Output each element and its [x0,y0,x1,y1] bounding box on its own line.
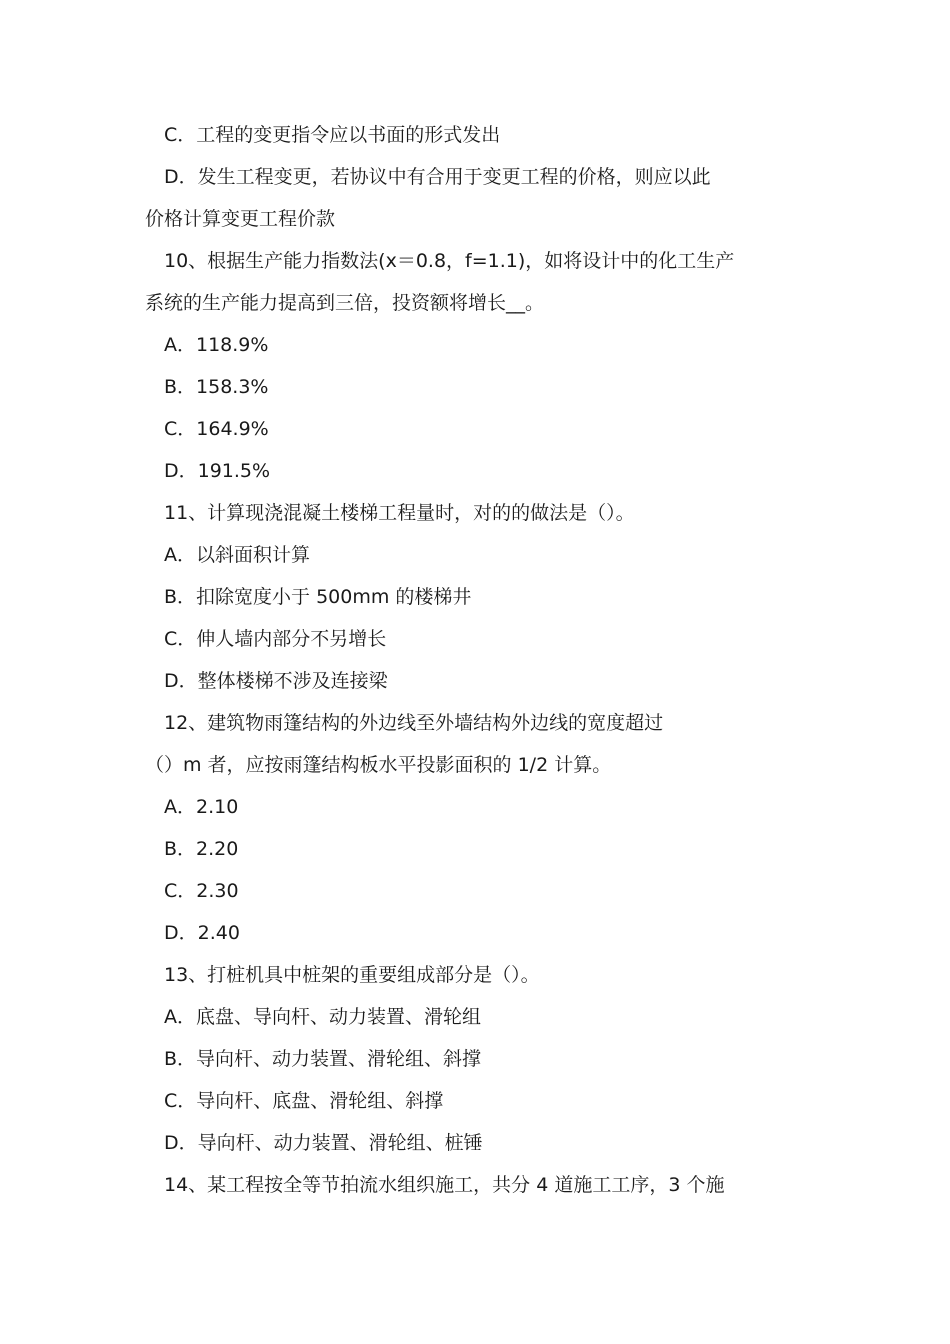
question-13-option-a: A．底盘、导向杆、动力装置、滑轮组 [164,1006,481,1028]
question-13-option-b: B．导向杆、动力装置、滑轮组、斜撑 [164,1048,482,1070]
option-d-continuation: 价格计算变更工程价款 [145,208,336,230]
question-10-continuation: 系统的生产能力提高到三倍，投资额将增长__。 [145,292,545,314]
question-11-option-d: D．整体楼梯不涉及连接梁 [164,670,388,692]
question-13-option-d: D．导向杆、动力装置、滑轮组、桩锤 [164,1132,483,1154]
question-11-text: 11、计算现浇混凝土楼梯工程量时，对的的做法是（）。 [164,502,635,524]
question-10-option-a: A．118.9% [164,334,269,356]
option-d-line: D．发生工程变更，若协议中有合用于变更工程的价格，则应以此 [164,166,711,188]
document-body [145,114,805,1206]
question-13-text: 13、打桩机具中桩架的重要组成部分是（）。 [164,964,540,986]
question-11-option-c: C．伸人墙内部分不另增长 [164,628,387,650]
question-10-text: 10、根据生产能力指数法(x＝0.8，f=1.1)，如将设计中的化工生产 [164,250,735,272]
question-12-text: 12、建筑物雨篷结构的外边线至外墙结构外边线的宽度超过 [164,712,664,734]
question-12-continuation: （）m 者，应按雨篷结构板水平投影面积的 1/2 计算。 [145,754,612,776]
question-10-option-b: B．158.3% [164,376,269,398]
question-12-option-c: C．2.30 [164,880,239,902]
question-10-option-d: D．191.5% [164,460,271,482]
option-c-line: C．工程的变更指令应以书面的形式发出 [164,124,501,146]
question-11-option-a: A．以斜面积计算 [164,544,310,566]
question-14-text: 14、某工程按全等节拍流水组织施工，共分 4 道施工工序，3 个施 [164,1174,725,1196]
question-12-option-a: A．2.10 [164,796,239,818]
question-11-option-b: B．扣除宽度小于 500mm 的楼梯井 [164,586,472,608]
question-12-option-b: B．2.20 [164,838,239,860]
question-13-option-c: C．导向杆、底盘、滑轮组、斜撑 [164,1090,444,1112]
question-12-option-d: D．2.40 [164,922,240,944]
question-10-option-c: C．164.9% [164,418,269,440]
